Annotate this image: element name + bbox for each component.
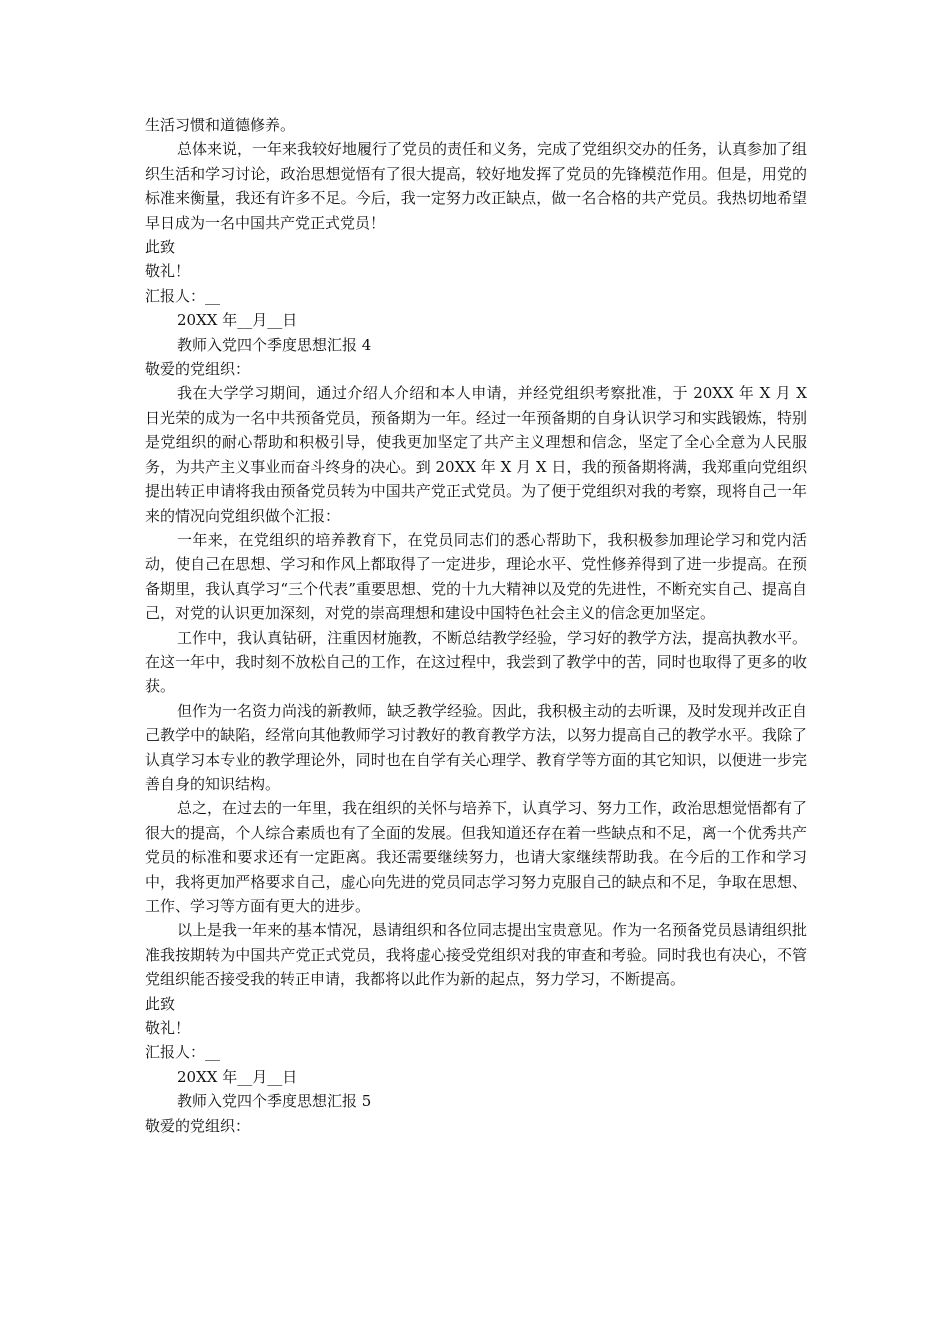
summary-paragraph: 总体来说，一年来我较好地履行了党员的责任和义务，完成了党组织交办的任务，认真参加了组织生活和学习讨论，政治思想觉悟有了很大提高，较好地发挥了党员的先锋模范作用。但是，用党的标准来衡量，我还有许多不足。今后，我一定努力改正缺点，做一名合格的共产党员。我热切地希望早日成为一名中国共产党正式党员！ [145,140,808,232]
paragraph-tail: 生活习惯和道德修养。 [145,116,296,134]
date-line: 20XX 年__月__日 [177,1067,298,1086]
closing-salutation: 此致 [145,994,176,1013]
section-heading: 教师入党四个季度思想汇报 5 [177,1092,372,1111]
greeting: 敬爱的党组织： [145,360,251,379]
body-paragraph: 工作中，我认真钻研，注重因材施教，不断总结教学经验，学习好的教学方法，提高执教水平。在这一年中，我时刻不放松自己的工作，在这过程中，我尝到了教学中的苦，同时也取得了更多的收获。 [145,628,808,696]
body-paragraph: 总之，在过去的一年里，我在组织的关怀与培养下，认真学习、努力工作，政治思想觉悟都有了很大的提高，个人综合素质也有了全面的发展。但我知道还存在着一些缺点和不足，离一个优秀共产党员的标准和要求还有一定距离。我还需要继续努力，也请大家继续帮助我。在今后的工作和学习中，我将更加严格要求自己，虚心向先进的党员同志学习努力克服自己的缺点和不足，争取在思想、工作、学习等方面有更大的进步。 [145,799,808,915]
closing-salutation: 此致 [145,238,176,257]
body-paragraph: 但作为一名资力尚浅的新教师，缺乏教学经验。因此，我积极主动的去听课，及时发现并改正自己教学中的缺陷，经常向其他教师学习讨教好的教育教学方法，以努力提高自己的教学水平。我除了认真学习本专业的教学理论外，同时也在自学有关心理学、教育学等方面的其它知识，以便进一步完善自身的知识结构。 [145,701,808,793]
reporter-line: 汇报人：__ [145,286,221,305]
greeting: 敬爱的党组织： [145,1116,251,1135]
closing-regards: 敬礼！ [145,262,191,281]
closing-regards: 敬礼！ [145,1019,191,1038]
body-paragraph: 以上是我一年来的基本情况，恳请组织和各位同志提出宝贵意见。作为一名预备党员恳请组织批准我按期转为中国共产党正式党员，我将虚心接受党组织对我的审查和考验。同时我也有决心，不管党组织能否接受我的转正申请，我都将以此作为新的起点，努力学习，不断提高。 [145,921,808,989]
document-page [145,113,807,1138]
body-paragraph: 一年来，在党组织的培养教育下，在党员同志们的悉心帮助下，我积极参加理论学习和党内活动，使自己在思想、学习和作风上都取得了一定进步，理论水平、党性修养得到了进一步提高。在预备期里，我认真学习“三个代表”重要思想、党的十九大精神以及党的先进性，不断充实自己、提高自己，对党的认识更加深刻，对党的崇高理想和建设中国特色社会主义的信念更加坚定。 [145,530,807,623]
body-paragraph: 我在大学学习期间，通过介绍人介绍和本人申请，并经党组织考察批准，于 20XX 年 X 月 X 日光荣的成为一名中共预备党员，预备期为一年。经过一年预备期的自身认识学习和实践锻炼，特别是党组织的耐心帮助和积极引导，使我更加坚定了共产主义理想和信念，坚定了全心全意为人民服务，为共产主义事业而奋斗终身的决心。到 20XX 年 X 月 X 日，我的预备期将满，我郑重向党组织提出转正申请将我由预备党员转为中国共产党正式党员。为了便于党组织对我的考察，现将自己一年来的情况向党组织做个汇报： [145,384,807,525]
section-heading: 教师入党四个季度思想汇报 4 [177,335,372,354]
date-line: 20XX 年__月__日 [177,311,298,330]
reporter-line: 汇报人：__ [145,1043,221,1062]
